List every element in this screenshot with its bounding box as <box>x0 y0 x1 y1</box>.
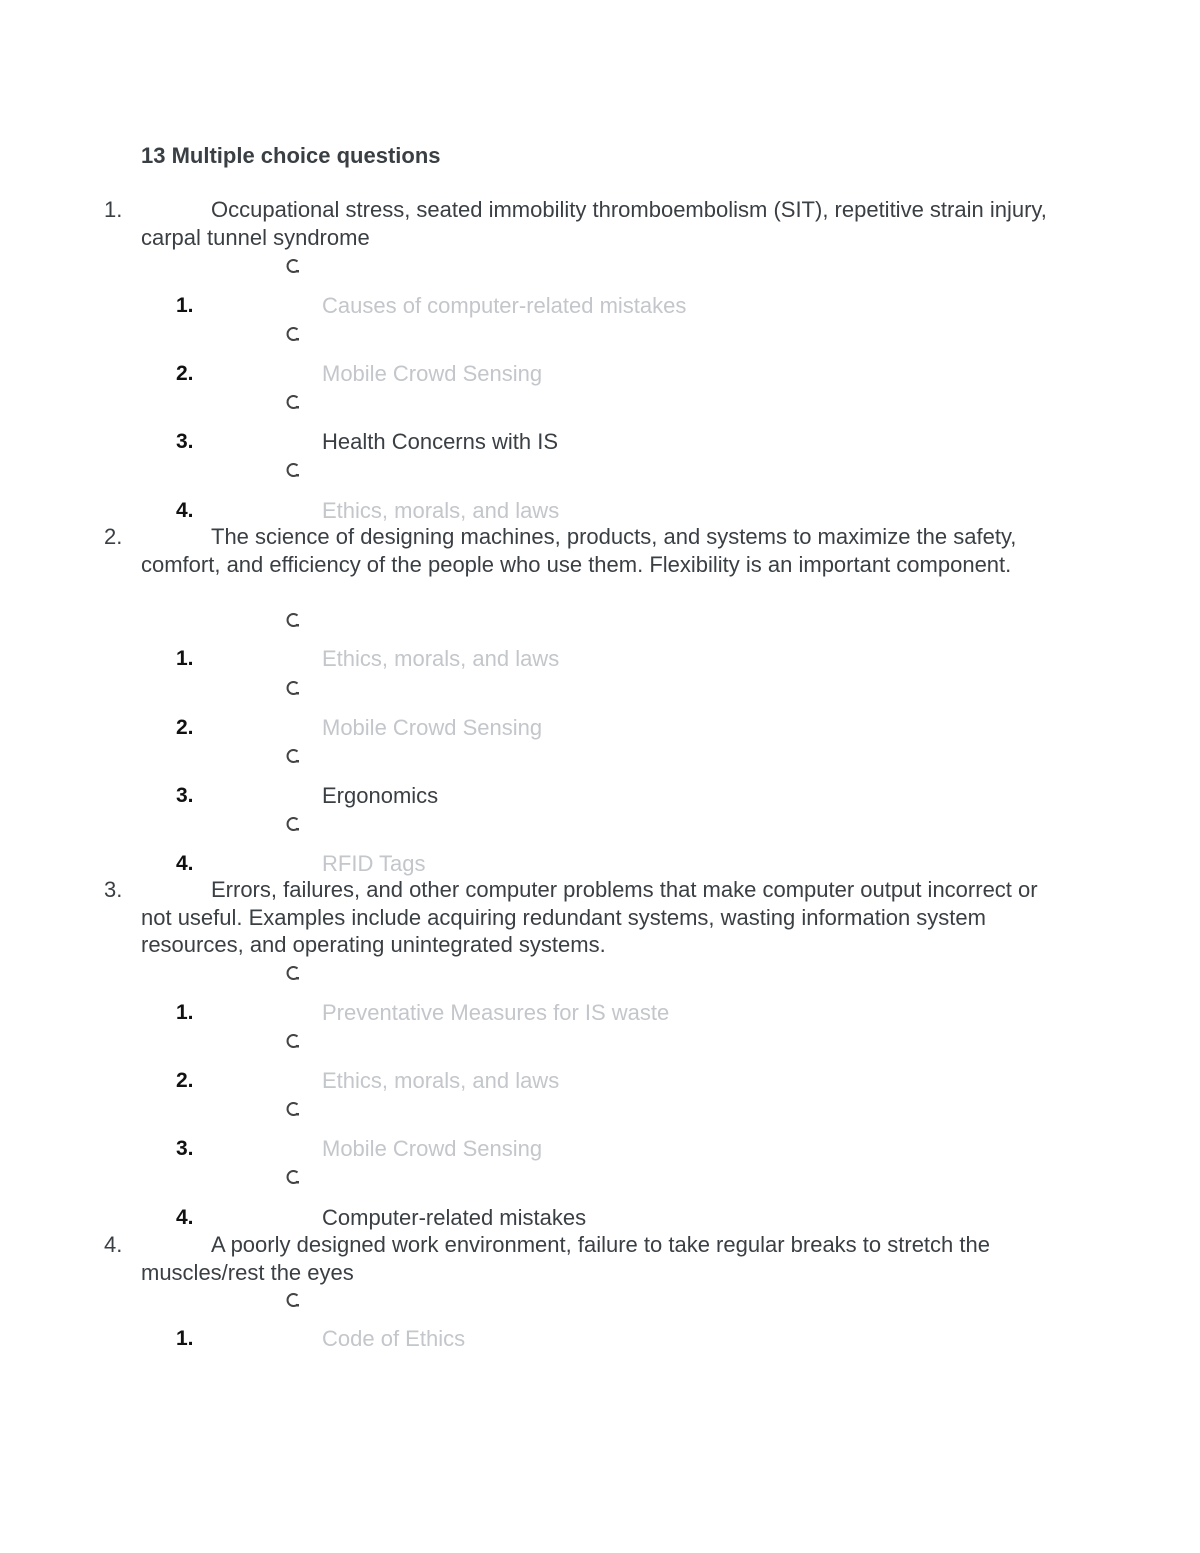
radio-icon[interactable] <box>285 612 301 628</box>
option-number: 4. <box>176 499 194 522</box>
option-number: 3. <box>176 430 194 453</box>
option-label[interactable]: Ethics, morals, and laws <box>322 1068 560 1093</box>
radio-icon[interactable] <box>285 965 301 981</box>
radio-icon[interactable] <box>285 394 301 410</box>
radio-icon[interactable] <box>285 1101 301 1117</box>
option-number: 1. <box>176 1001 194 1024</box>
radio-icon[interactable] <box>285 748 301 764</box>
question-text: A poorly designed work environment, failure to take regular breaks to stretch the muscles/rest the eyes <box>141 1232 990 1285</box>
option-number: 1. <box>176 647 194 670</box>
option-label[interactable]: Preventative Measures for IS waste <box>322 1000 670 1025</box>
option-label[interactable]: Ethics, morals, and laws <box>322 498 560 523</box>
radio-icon[interactable] <box>285 680 301 696</box>
option-number: 3. <box>176 784 194 807</box>
option-number: 1. <box>176 1327 194 1350</box>
radio-icon[interactable] <box>285 462 301 478</box>
option-number: 4. <box>176 1206 194 1229</box>
option-label[interactable]: Code of Ethics <box>322 1326 466 1351</box>
radio-icon[interactable] <box>285 1292 301 1308</box>
page-title: 13 Multiple choice questions <box>141 143 441 168</box>
question-text: Errors, failures, and other computer problems that make computer output incorrect or not useful. Examples include acquiring redundant systems, wasting information system resources, and operating unintegrated systems. <box>141 877 1038 957</box>
question-4 <box>104 1231 1064 1286</box>
radio-icon[interactable] <box>285 1033 301 1049</box>
option-label-correct[interactable]: Ergonomics <box>322 783 439 808</box>
option-label[interactable]: Mobile Crowd Sensing <box>322 361 543 386</box>
option-label[interactable]: RFID Tags <box>322 851 426 876</box>
question-2 <box>104 523 1064 578</box>
option-number: 3. <box>176 1137 194 1160</box>
option-label[interactable]: Mobile Crowd Sensing <box>322 1136 543 1161</box>
radio-icon[interactable] <box>285 258 301 274</box>
question-number: 3. <box>104 877 123 902</box>
question-1 <box>104 196 1064 251</box>
question-number: 4. <box>104 1232 123 1257</box>
question-3 <box>104 876 1064 959</box>
question-text: Occupational stress, seated immobility thromboembolism (SIT), repetitive strain injury, carpal tunnel syndrome <box>141 197 1047 250</box>
option-label-correct[interactable]: Health Concerns with IS <box>322 429 558 454</box>
option-label-correct[interactable]: Computer-related mistakes <box>322 1205 587 1230</box>
option-number: 2. <box>176 362 194 385</box>
option-label[interactable]: Causes of computer-related mistakes <box>322 293 687 318</box>
option-number: 1. <box>176 294 194 317</box>
option-number: 4. <box>176 852 194 875</box>
option-label[interactable]: Ethics, morals, and laws <box>322 646 560 671</box>
radio-icon[interactable] <box>285 1169 301 1185</box>
question-text: The science of designing machines, products, and systems to maximize the safety, comfort, and efficiency of the people who use them. Flexibility is an important component. <box>141 524 1017 577</box>
question-number: 1. <box>104 197 123 222</box>
option-label[interactable]: Mobile Crowd Sensing <box>322 715 543 740</box>
radio-icon[interactable] <box>285 326 301 342</box>
option-number: 2. <box>176 1069 194 1092</box>
question-number: 2. <box>104 524 123 549</box>
radio-icon[interactable] <box>285 816 301 832</box>
option-number: 2. <box>176 716 194 739</box>
